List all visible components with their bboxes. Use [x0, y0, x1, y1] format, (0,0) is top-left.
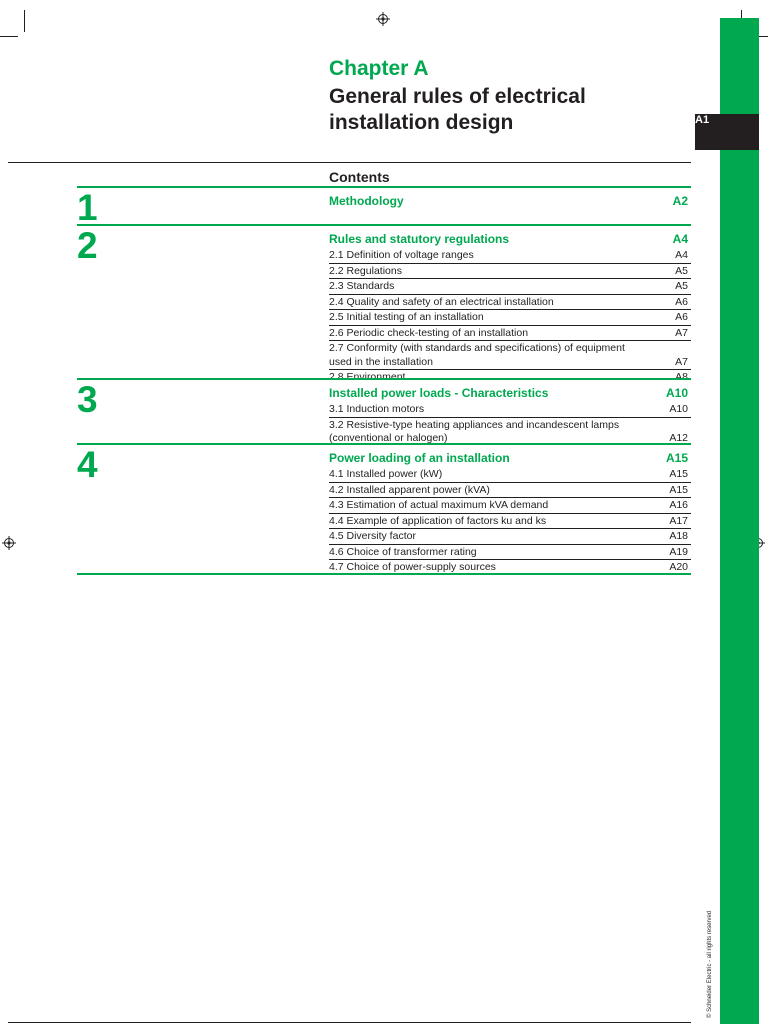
section-title-link[interactable]: Rules and statutory regulations	[329, 232, 510, 246]
section-title-link[interactable]: Methodology	[329, 194, 404, 208]
subsection-title: 4.5 Diversity factor	[329, 530, 416, 542]
subsection-title: 2.6 Periodic check-testing of an installation	[329, 326, 529, 339]
subsection-page-number: A15	[669, 468, 688, 480]
subsection-entry[interactable]	[329, 264, 691, 280]
toc-section	[77, 186, 691, 226]
subsection-entry[interactable]	[329, 295, 691, 311]
page-tab-label: A1	[695, 114, 710, 126]
subsection-title: 3.2 Resistive-type heating appliances and incandescent lamps (conventional or halogen)	[329, 418, 620, 444]
section-number: 1	[77, 187, 98, 228]
subsection-list	[329, 248, 691, 385]
subsection-page-number: A17	[669, 514, 688, 527]
subsection-title: 4.1 Installed power (kW)	[329, 468, 443, 480]
toc-section	[77, 378, 691, 445]
section-page-number: A2	[672, 194, 688, 208]
page-tab	[695, 114, 759, 150]
subsection-page-number: A15	[669, 483, 688, 496]
subsection-title: 2.7 Conformity (with standards and specifications) of equipment used in the installation	[329, 342, 625, 368]
subsection-page-number: A20	[669, 561, 688, 573]
section-page-number: A10	[665, 386, 688, 400]
subsection-title: 4.6 Choice of transformer rating	[329, 545, 477, 558]
subsection-entry[interactable]	[329, 248, 691, 264]
side-color-bar	[720, 18, 759, 1024]
header-divider	[8, 162, 691, 163]
subsection-title: 2.1 Definition of voltage ranges	[329, 249, 474, 261]
subsection-entry[interactable]	[329, 310, 691, 326]
registration-mark-icon	[2, 536, 16, 550]
subsection-page-number: A18	[669, 530, 688, 542]
subsection-page-number: A10	[669, 403, 688, 415]
subsection-page-number: A8	[675, 371, 688, 383]
crop-mark	[0, 36, 18, 37]
section-number: 3	[77, 379, 98, 420]
subsection-title: 2.8 Environment	[329, 371, 406, 383]
subsection-page-number: A4	[675, 249, 688, 261]
section-number: 2	[77, 225, 98, 266]
toc-section	[77, 443, 691, 575]
copyright-notice: © Schneider Electric - all rights reserved	[707, 910, 713, 1018]
footer-divider	[8, 1022, 691, 1023]
subsection-page-number: A19	[669, 545, 688, 558]
subsection-entry[interactable]	[329, 514, 691, 530]
subsection-entry[interactable]	[329, 341, 691, 370]
subsection-page-number: A6	[675, 295, 688, 308]
subsection-page-number: A7	[675, 326, 688, 339]
subsection-entry[interactable]	[329, 498, 691, 514]
subsection-page-number: A16	[669, 499, 688, 511]
section-number: 4	[77, 444, 98, 485]
subsection-title: 3.1 Induction motors	[329, 403, 425, 415]
section-page-number: A4	[672, 232, 688, 246]
section-page-number: A15	[665, 451, 688, 465]
subsection-list	[329, 402, 691, 446]
subsection-entry[interactable]	[329, 326, 691, 342]
toc-section	[77, 224, 691, 383]
subsection-entry[interactable]	[329, 402, 691, 418]
section-title-link[interactable]: Installed power loads - Characteristics	[329, 386, 549, 400]
subsection-page-number: A7	[675, 355, 688, 368]
subsection-page-number: A5	[675, 280, 688, 292]
section-title-link[interactable]: Power loading of an installation	[329, 451, 510, 465]
subsection-list	[329, 467, 691, 575]
subsection-entry[interactable]	[329, 529, 691, 545]
subsection-page-number: A12	[669, 432, 688, 444]
subsection-title: 4.2 Installed apparent power (kVA)	[329, 483, 490, 496]
toc-end-rule	[77, 573, 691, 575]
subsection-title: 4.3 Estimation of actual maximum kVA demand	[329, 499, 549, 511]
subsection-title: 2.2 Regulations	[329, 264, 402, 277]
chapter-label: Chapter A	[329, 57, 429, 80]
subsection-entry[interactable]	[329, 545, 691, 561]
registration-mark-icon	[376, 12, 390, 26]
contents-heading: Contents	[329, 169, 390, 185]
subsection-page-number: A5	[675, 264, 688, 277]
subsection-title: 4.7 Choice of power-supply sources	[329, 561, 496, 573]
subsection-entry[interactable]	[329, 483, 691, 499]
subsection-entry[interactable]	[329, 279, 691, 295]
crop-mark	[24, 10, 25, 32]
subsection-title: 4.4 Example of application of factors ku and ks	[329, 514, 547, 527]
subsection-page-number: A6	[675, 311, 688, 323]
subsection-title: 2.5 Initial testing of an installation	[329, 311, 484, 323]
subsection-title: 2.3 Standards	[329, 280, 395, 292]
subsection-entry[interactable]	[329, 467, 691, 483]
subsection-entry[interactable]	[329, 418, 691, 446]
subsection-title: 2.4 Quality and safety of an electrical installation	[329, 295, 554, 308]
chapter-title: General rules of electrical installation design	[329, 85, 586, 134]
